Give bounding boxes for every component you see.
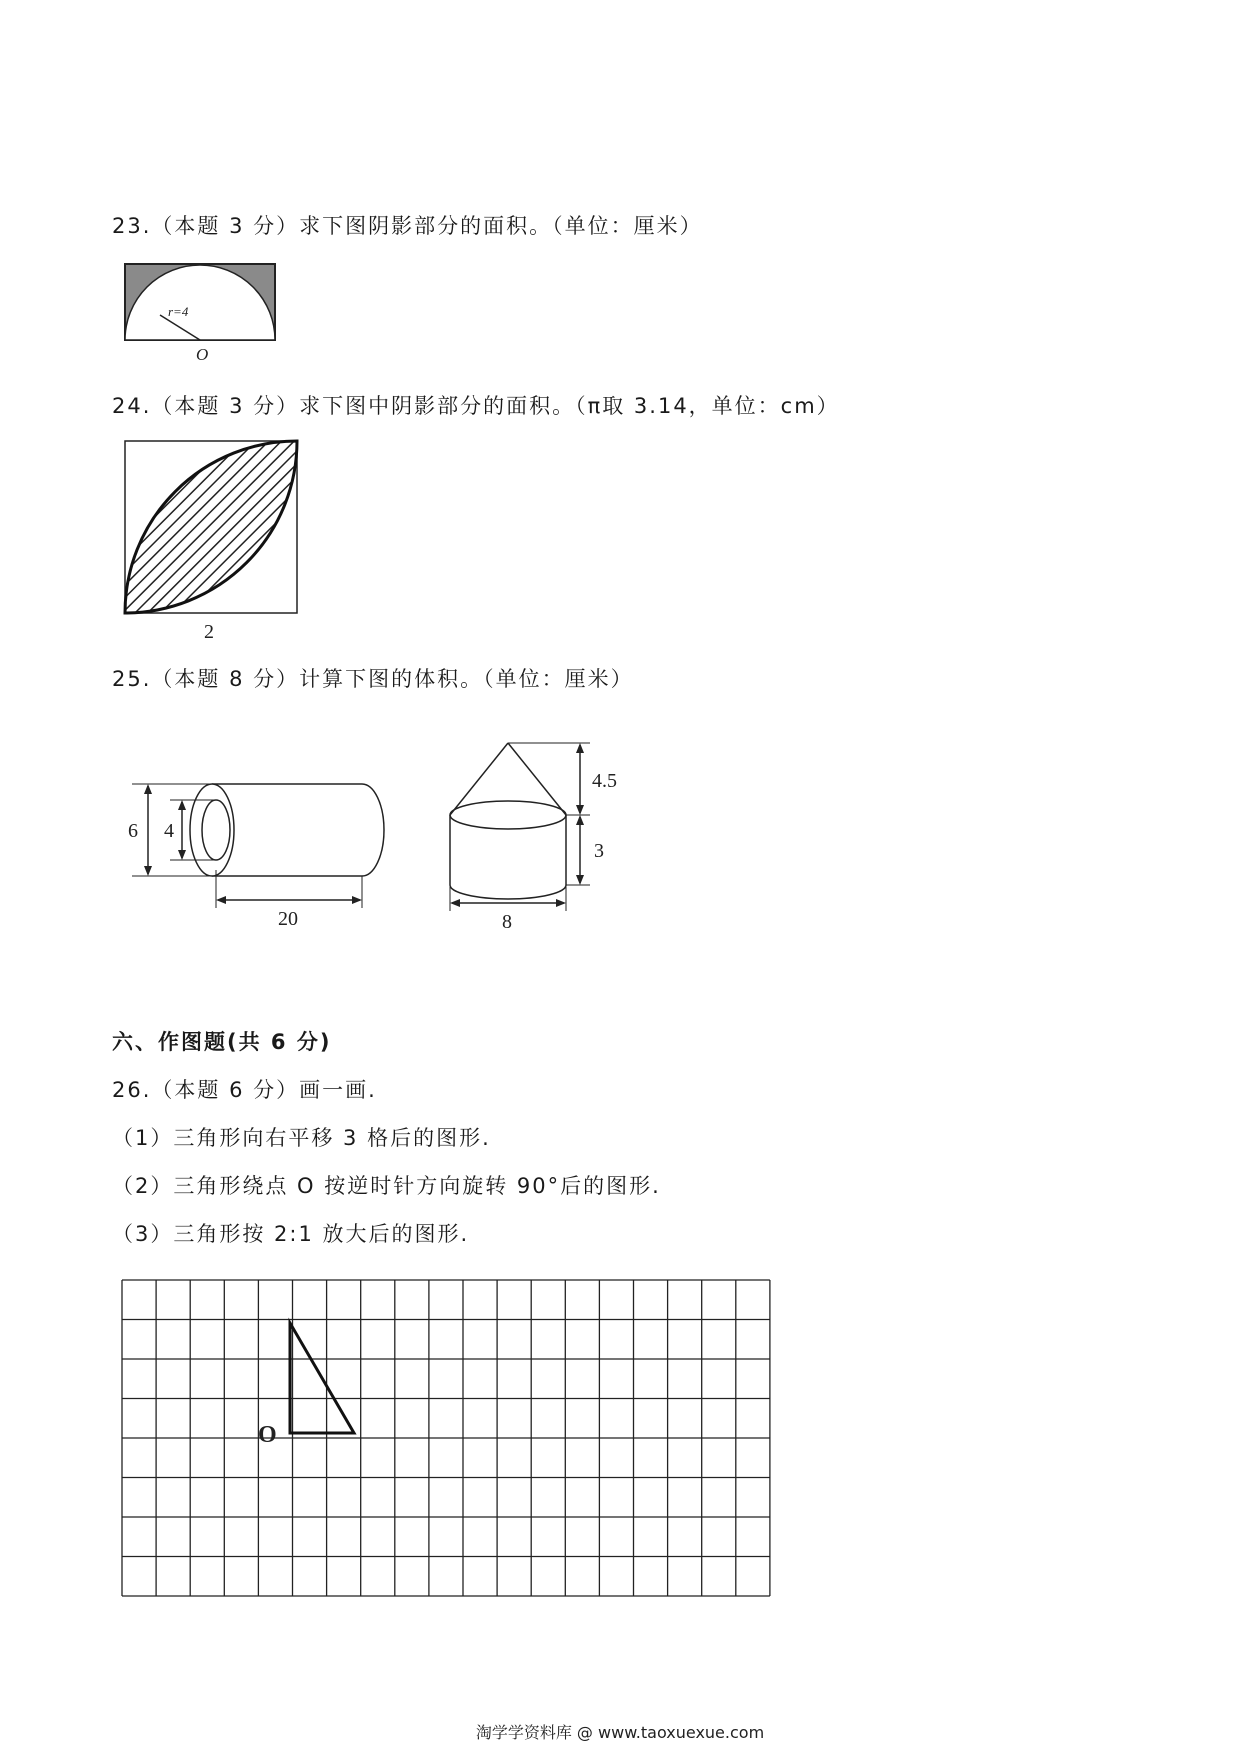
- section6-title: 六、作图题(共 6 分): [112, 1030, 332, 1054]
- q25-cone-cylinder-figure: [440, 735, 640, 935]
- q26-triangle: [290, 1323, 354, 1433]
- q25-pipe-far-end: [362, 784, 384, 876]
- q25-text: 25.（本题 8 分）计算下图的体积。（单位：厘米）: [112, 667, 634, 691]
- q23-figure: [120, 258, 290, 368]
- q26-text: 26.（本题 6 分）画一画.: [112, 1078, 377, 1102]
- q25-cylinder-height-label: 3: [594, 840, 604, 862]
- q25-cone-base: [450, 801, 566, 829]
- q25-pipe-figure: [120, 770, 400, 930]
- q26-item-1: （1）三角形向右平移 3 格后的图形.: [112, 1126, 491, 1150]
- q24-text: 24.（本题 3 分）求下图中阴影部分的面积。（π取 3.14，单位：cm）: [112, 394, 840, 418]
- q24-figure: [120, 436, 310, 648]
- q25-pipe-length-label: 20: [278, 908, 298, 930]
- q24-side-label: 2: [204, 621, 214, 643]
- q23-radius-label: r=4: [168, 304, 189, 319]
- q25-diameter-label: 8: [502, 911, 512, 933]
- q26-grid-figure: [120, 1278, 780, 1602]
- q26-item-3: （3）三角形按 2:1 放大后的图形.: [112, 1222, 470, 1246]
- q25-cone-height-label: 4.5: [592, 770, 617, 792]
- q25-pipe-inner-face: [202, 800, 230, 860]
- q23-center-label: O: [196, 345, 209, 364]
- q23-text: 23.（本题 3 分）求下图阴影部分的面积。（单位：厘米）: [112, 214, 703, 238]
- q25-pipe-outer-label: 6: [128, 820, 138, 842]
- q25-cylinder-bottom: [450, 885, 566, 899]
- q26-item-2: （2）三角形绕点 O 按逆时针方向旋转 90°后的图形.: [112, 1174, 661, 1198]
- q26-point-label: O: [258, 1422, 277, 1448]
- q26-grid: [122, 1280, 770, 1596]
- q25-pipe-inner-label: 4: [164, 820, 174, 842]
- footer-source: 淘学学资料库 @ www.taoxuexue.com: [475, 1723, 765, 1742]
